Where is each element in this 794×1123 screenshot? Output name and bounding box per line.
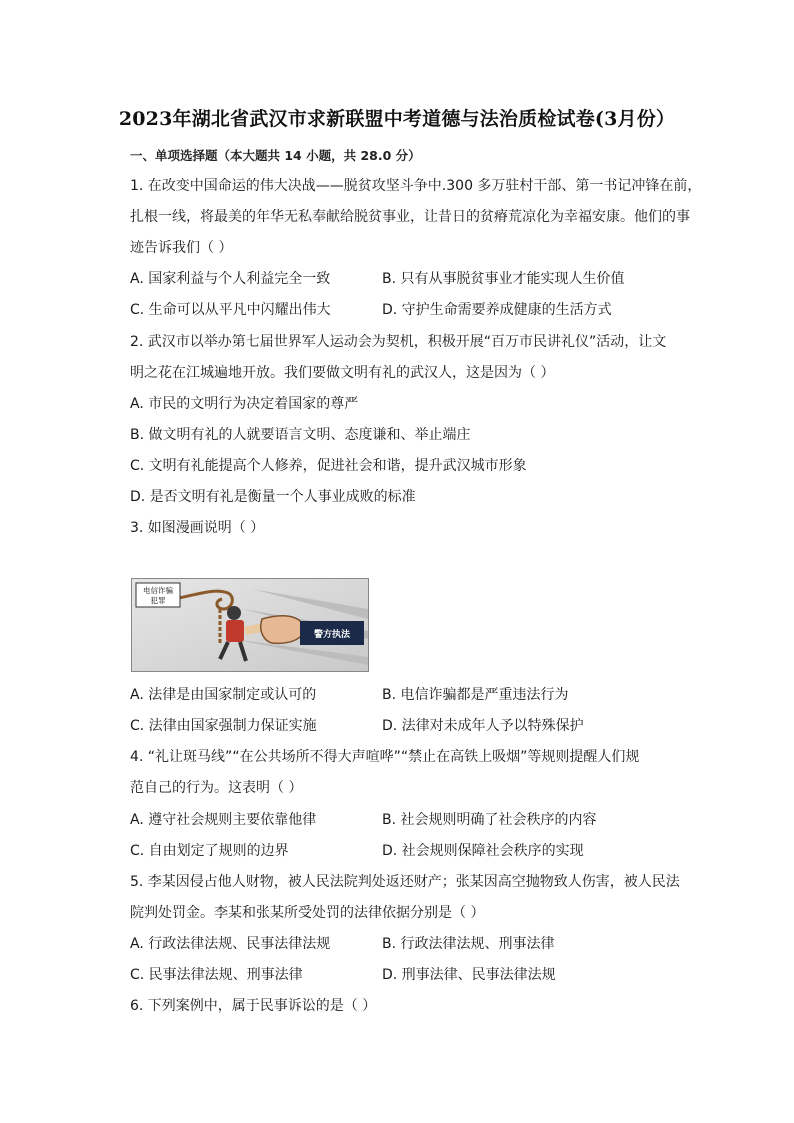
question-1-line-2: 扎根一线，将最美的年华无私奉献给脱贫事业，让昔日的贫瘠荒凉化为幸福安康。他们的事: [130, 209, 690, 225]
question-5-option-c[interactable]: C. 民事法律法规、刑事法律: [130, 967, 303, 983]
question-5-line-1: 5. 李某因侵占他人财物，被人民法院判处返还财产；张某因高空抛物致人伤害，被人民法: [130, 874, 680, 890]
question-3-option-a[interactable]: A. 法律是由国家制定或认可的: [130, 687, 317, 703]
question-2-line-1: 2. 武汉市以举办第七届世界军人运动会为契机，积极开展“百万市民讲礼仪”活动，让文: [130, 334, 667, 350]
question-6-line-1: 6. 下列案例中，属于民事诉讼的是（ ）: [130, 998, 377, 1014]
question-4-option-d[interactable]: D. 社会规则保障社会秩序的实现: [382, 843, 584, 859]
question-4-option-c[interactable]: C. 自由划定了规则的边界: [130, 843, 289, 859]
question-2-line-2: 明之花在江城遍地开放。我们要做文明有礼的武汉人，这是因为（ ）: [130, 365, 555, 381]
question-5-option-b[interactable]: B. 行政法律法规、刑事法律: [382, 936, 555, 952]
question-1-line-1: 1. 在改变中国命运的伟大决战——脱贫攻坚斗争中.300 多万驻村干部、第一书记冲锋在前，: [130, 178, 702, 194]
question-4-option-a[interactable]: A. 遵守社会规则主要依靠他律: [130, 812, 317, 828]
question-3-option-c[interactable]: C. 法律由国家强制力保证实施: [130, 718, 317, 734]
section-heading: 一、单项选择题（本大题共 14 小题，共 28.0 分）: [130, 148, 421, 163]
cartoon-sign-label-line-1: 电信诈骗: [143, 586, 173, 595]
question-3-option-b[interactable]: B. 电信诈骗都是严重违法行为: [382, 687, 569, 703]
question-4-line-1: 4. “礼让斑马线”“在公共场所不得大声喧哗”“禁止在高铁上吸烟”等规则提醒人们规: [130, 749, 640, 765]
question-1-option-a[interactable]: A. 国家利益与个人利益完全一致: [130, 271, 331, 287]
question-5-option-a[interactable]: A. 行政法律法规、民事法律法规: [130, 936, 331, 952]
question-3-line-1: 3. 如图漫画说明（ ）: [130, 520, 265, 536]
cartoon-illustration: [132, 579, 368, 671]
question-5-option-d[interactable]: D. 刑事法律、民事法律法规: [382, 967, 556, 983]
question-1-option-d[interactable]: D. 守护生命需要养成健康的生活方式: [382, 302, 612, 318]
cartoon-sign-label-line-2: 犯罪: [150, 596, 166, 605]
question-4-option-b[interactable]: B. 社会规则明确了社会秩序的内容: [382, 812, 597, 828]
question-2-option-b[interactable]: B. 做文明有礼的人就要语言文明、态度谦和、举止端庄: [130, 427, 471, 443]
cartoon-police-label: 警方执法: [313, 630, 351, 640]
question-1-line-3: 迹告诉我们（ ）: [130, 240, 233, 256]
question-2-option-c[interactable]: C. 文明有礼能提高个人修养，促进社会和谐，提升武汉城市形象: [130, 458, 527, 474]
question-3-option-d[interactable]: D. 法律对未成年人予以特殊保护: [382, 718, 584, 734]
question-4-line-2: 范自己的行为。这表明（ ）: [130, 780, 303, 796]
exam-title: 2023年湖北省武汉市求新联盟中考道德与法治质检试卷(3月份）: [118, 108, 676, 130]
question-5-line-2: 院判处罚金。李某和张某所受处罚的法律依据分别是（ ）: [130, 905, 485, 921]
question-2-option-d[interactable]: D. 是否文明有礼是衡量一个人事业成败的标准: [130, 489, 416, 505]
question-1-option-b[interactable]: B. 只有从事脱贫事业才能实现人生价值: [382, 271, 625, 287]
cartoon-image: [131, 578, 369, 672]
question-1-option-c[interactable]: C. 生命可以从平凡中闪耀出伟大: [130, 302, 331, 318]
question-2-option-a[interactable]: A. 市民的文明行为决定着国家的尊严: [130, 396, 359, 412]
